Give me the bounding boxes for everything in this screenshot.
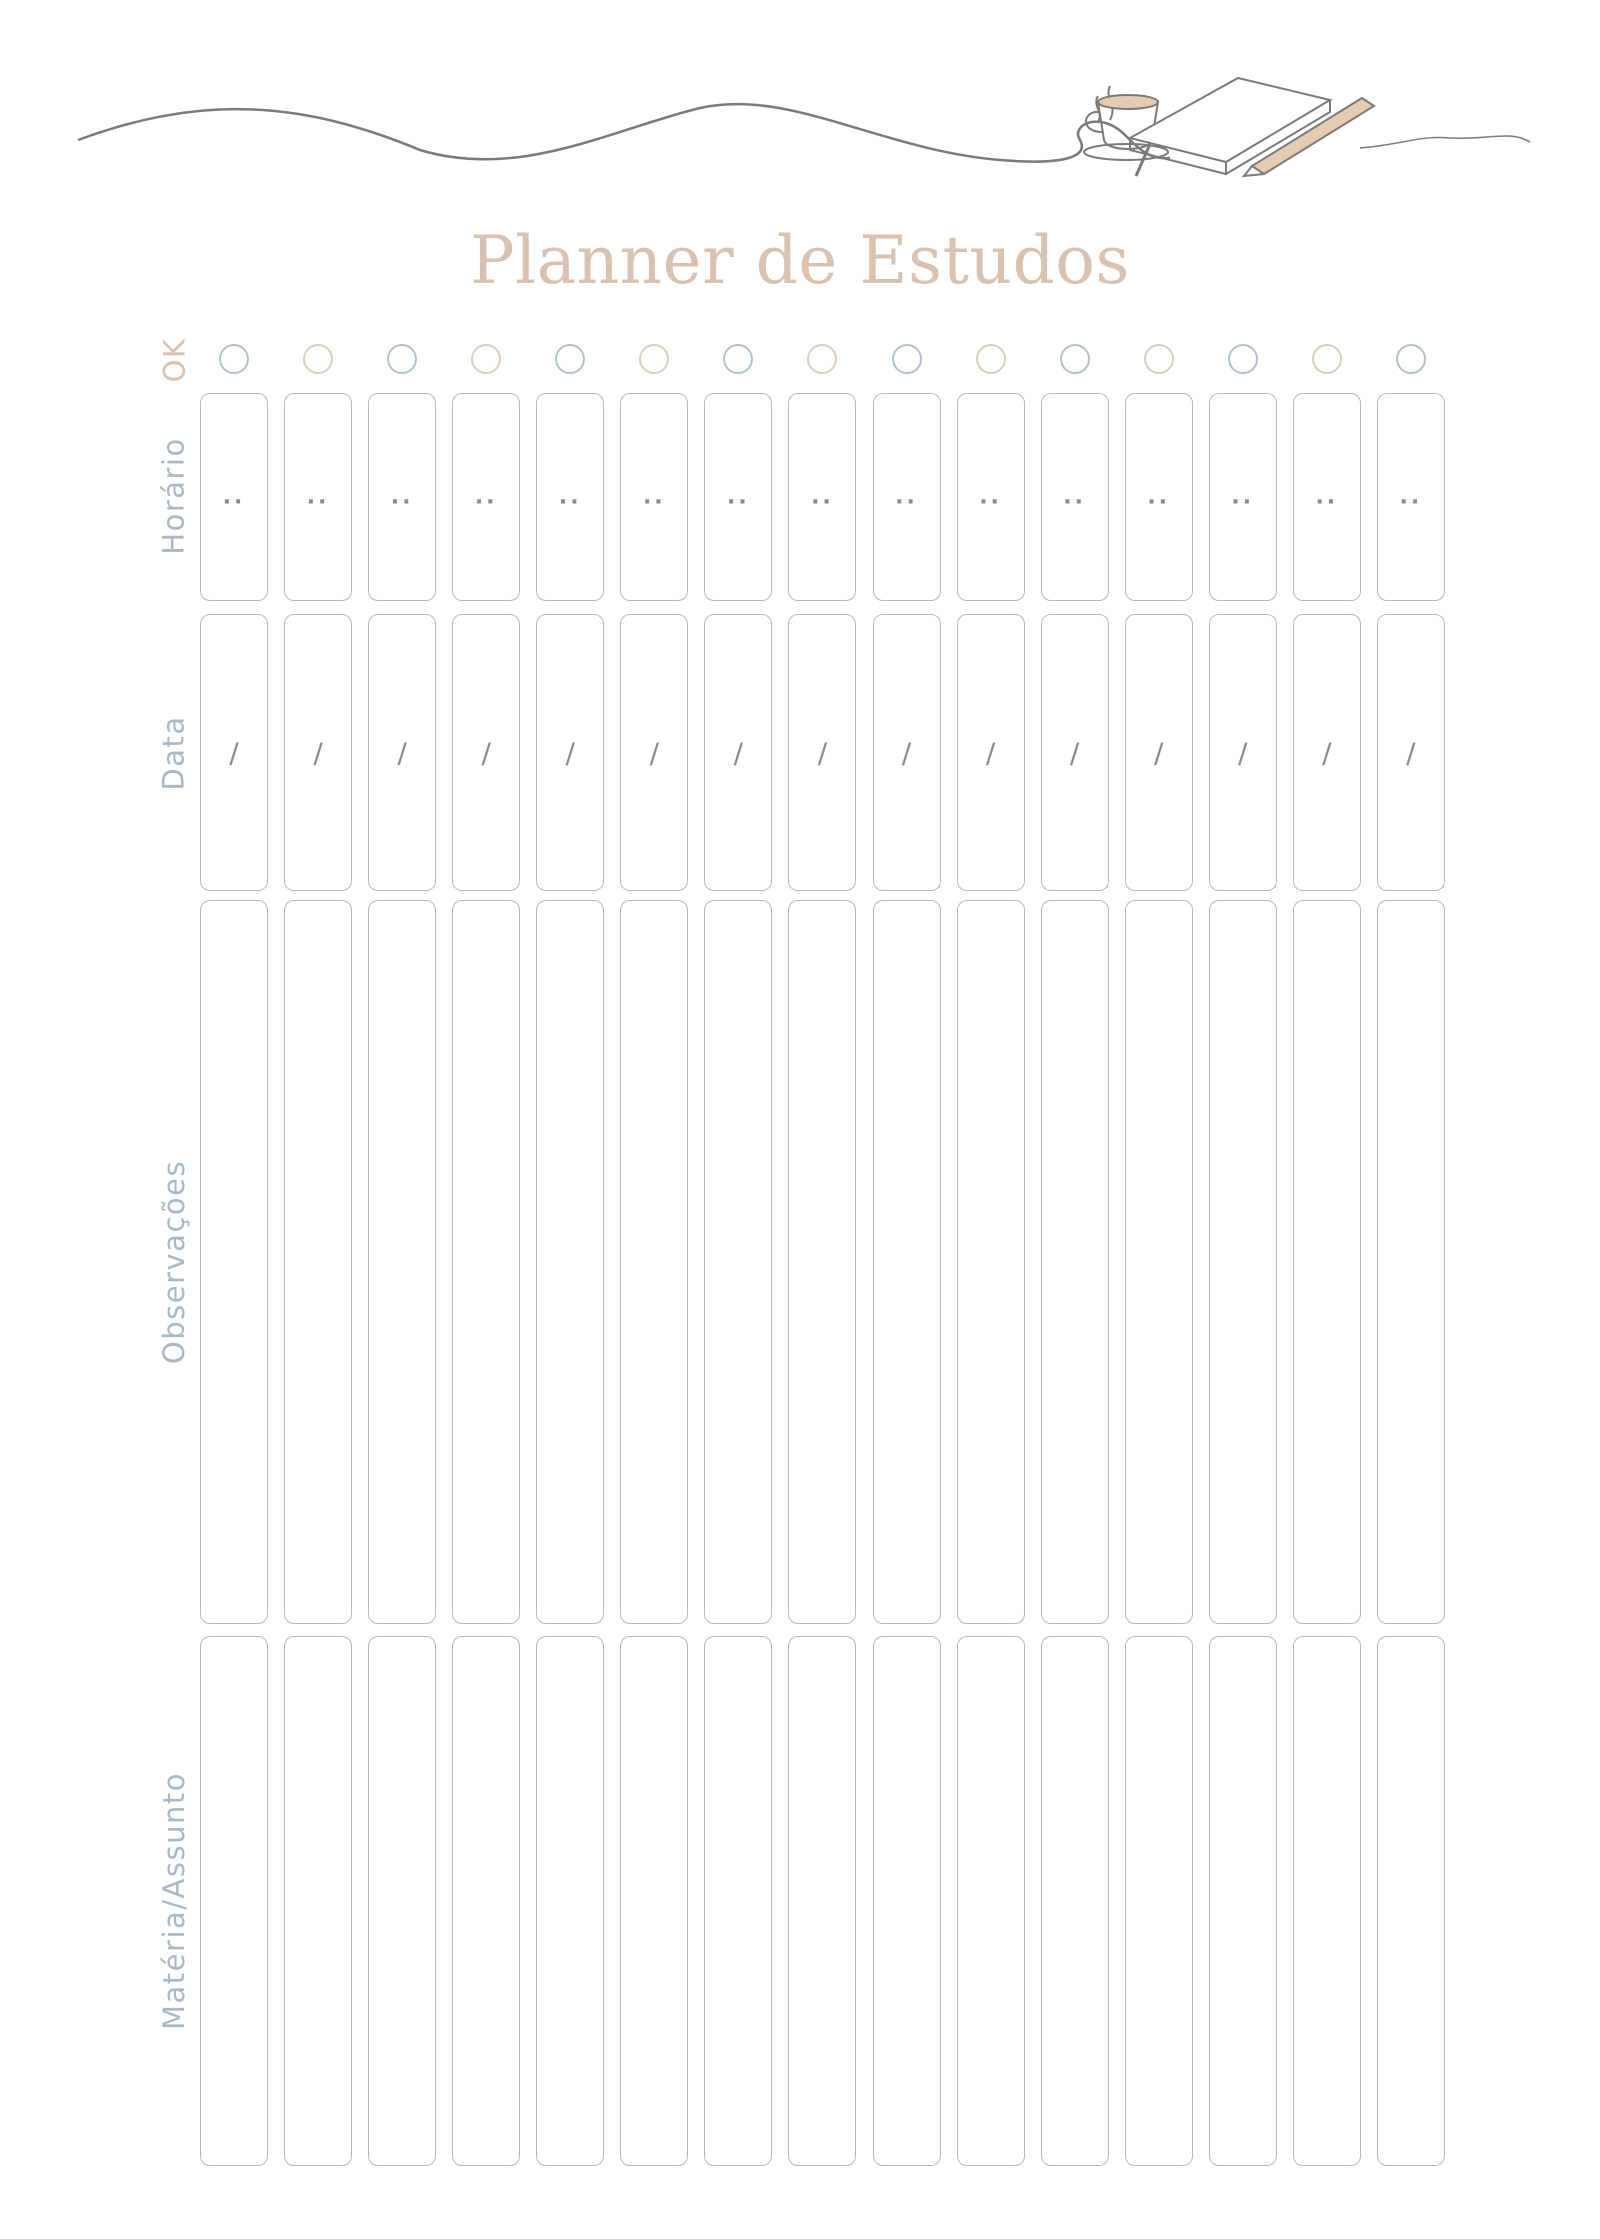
observacoes-cell[interactable]	[1377, 900, 1445, 1624]
materia-row	[200, 1636, 1445, 2166]
materia-cell[interactable]	[957, 1636, 1025, 2166]
observacoes-cell[interactable]	[1293, 900, 1361, 1624]
materia-cell[interactable]	[200, 1636, 268, 2166]
date-separator: /	[733, 736, 744, 769]
observacoes-cell[interactable]	[704, 900, 772, 1624]
ok-checkbox[interactable]	[1228, 344, 1258, 374]
horario-cell[interactable]	[873, 393, 941, 601]
date-separator: /	[481, 736, 491, 769]
data-cell[interactable]	[704, 614, 772, 891]
data-cell[interactable]	[1041, 614, 1109, 891]
time-separator: ..	[306, 484, 330, 510]
data-cell[interactable]	[200, 614, 268, 891]
date-separator: /	[229, 736, 239, 769]
time-separator: ..	[1399, 484, 1423, 510]
ok-checkbox[interactable]	[1060, 344, 1090, 374]
data-cell[interactable]	[788, 614, 856, 891]
time-separator: ..	[1315, 484, 1339, 510]
horario-cell[interactable]	[452, 393, 520, 601]
date-separator: /	[565, 736, 575, 769]
date-separator: /	[817, 736, 828, 769]
wavy-line-right	[1360, 136, 1530, 148]
ok-checkbox[interactable]	[976, 344, 1006, 374]
observacoes-row-label	[144, 900, 204, 1624]
time-separator: ..	[474, 484, 498, 510]
horario-cell[interactable]	[1209, 393, 1277, 601]
horario-cell[interactable]	[704, 393, 772, 601]
data-cell[interactable]	[873, 614, 941, 891]
materia-cell[interactable]	[788, 1636, 856, 2166]
horario-cell[interactable]	[957, 393, 1025, 601]
date-separator: /	[397, 736, 407, 769]
materia-cell[interactable]	[873, 1636, 941, 2166]
ok-checkbox[interactable]	[303, 344, 333, 374]
observacoes-cell[interactable]	[284, 900, 352, 1624]
data-cell[interactable]	[1125, 614, 1193, 891]
materia-cell[interactable]	[1125, 1636, 1193, 2166]
observacoes-cell[interactable]	[452, 900, 520, 1624]
horario-row	[200, 393, 1445, 601]
observacoes-cell[interactable]	[200, 900, 268, 1624]
time-separator: ..	[811, 484, 834, 510]
data-cell[interactable]	[452, 614, 520, 891]
ok-checkbox[interactable]	[639, 344, 669, 374]
ok-label-text: OK	[157, 337, 191, 383]
time-separator: ..	[1147, 484, 1171, 510]
horario-cell[interactable]	[200, 393, 268, 601]
ok-checkbox[interactable]	[471, 344, 501, 374]
horario-cell[interactable]	[536, 393, 604, 601]
ok-checkbox[interactable]	[807, 344, 837, 374]
observacoes-cell[interactable]	[1209, 900, 1277, 1624]
ok-checkbox[interactable]	[219, 344, 249, 374]
materia-label-text: Matéria/Assunto	[157, 1772, 191, 2030]
date-separator: /	[1238, 736, 1248, 769]
date-separator: /	[985, 736, 996, 769]
materia-cell[interactable]	[536, 1636, 604, 2166]
observacoes-cell[interactable]	[536, 900, 604, 1624]
horario-cell[interactable]	[1125, 393, 1193, 601]
time-separator: ..	[979, 484, 1002, 510]
data-row	[200, 614, 1445, 891]
data-cell[interactable]	[957, 614, 1025, 891]
ok-checkbox[interactable]	[555, 344, 585, 374]
observacoes-cell[interactable]	[873, 900, 941, 1624]
materia-row-label	[144, 1636, 204, 2166]
date-separator: /	[313, 736, 323, 769]
ok-checkbox[interactable]	[387, 344, 417, 374]
date-separator: /	[1069, 736, 1080, 769]
date-separator: /	[1406, 736, 1416, 769]
horario-row-label	[144, 392, 204, 600]
observacoes-cell[interactable]	[620, 900, 688, 1624]
observacoes-cell[interactable]	[1041, 900, 1109, 1624]
time-separator: ..	[222, 484, 246, 510]
time-separator: ..	[1063, 484, 1086, 510]
wavy-line	[78, 104, 1170, 162]
horario-label-text: Horário	[157, 437, 191, 555]
materia-cell[interactable]	[620, 1636, 688, 2166]
date-separator: /	[1322, 736, 1332, 769]
horario-cell[interactable]	[1293, 393, 1361, 601]
data-cell[interactable]	[536, 614, 604, 891]
ok-checkbox[interactable]	[723, 344, 753, 374]
time-separator: ..	[390, 484, 414, 510]
ok-row-label	[144, 336, 204, 384]
materia-cell[interactable]	[1293, 1636, 1361, 2166]
page-title: Planner de Estudos	[470, 222, 1130, 299]
header-decoration	[0, 40, 1600, 200]
observacoes-cell[interactable]	[788, 900, 856, 1624]
time-separator: ..	[558, 484, 582, 510]
materia-cell[interactable]	[284, 1636, 352, 2166]
date-separator: /	[901, 736, 912, 769]
time-separator: ..	[1231, 484, 1255, 510]
time-separator: ..	[727, 484, 750, 510]
horario-cell[interactable]	[284, 393, 352, 601]
horario-cell[interactable]	[620, 393, 688, 601]
time-separator: ..	[895, 484, 918, 510]
notebook-icon	[1130, 78, 1330, 176]
data-cell[interactable]	[284, 614, 352, 891]
data-cell[interactable]	[368, 614, 436, 891]
horario-cell[interactable]	[788, 393, 856, 601]
observacoes-cell[interactable]	[1125, 900, 1193, 1624]
data-cell[interactable]	[1377, 614, 1445, 891]
observacoes-label-text: Observações	[157, 1159, 191, 1365]
observacoes-row	[200, 900, 1445, 1624]
horario-cell[interactable]	[1041, 393, 1109, 601]
date-separator: /	[1153, 736, 1164, 769]
ok-checkbox[interactable]	[1144, 344, 1174, 374]
ok-checkbox[interactable]	[1396, 344, 1426, 374]
observacoes-cell[interactable]	[957, 900, 1025, 1624]
horario-cell[interactable]	[368, 393, 436, 601]
ok-checkbox[interactable]	[1312, 344, 1342, 374]
data-cell[interactable]	[620, 614, 688, 891]
horario-cell[interactable]	[1377, 393, 1445, 601]
materia-cell[interactable]	[1377, 1636, 1445, 2166]
materia-cell[interactable]	[1209, 1636, 1277, 2166]
data-cell[interactable]	[1293, 614, 1361, 891]
observacoes-cell[interactable]	[368, 900, 436, 1624]
time-separator: ..	[642, 484, 666, 510]
data-row-label	[144, 614, 204, 891]
ok-checkbox-row	[200, 340, 1445, 380]
data-label-text: Data	[157, 714, 191, 791]
date-separator: /	[649, 736, 660, 769]
ok-checkbox[interactable]	[892, 344, 922, 374]
data-cell[interactable]	[1209, 614, 1277, 891]
materia-cell[interactable]	[704, 1636, 772, 2166]
materia-cell[interactable]	[368, 1636, 436, 2166]
materia-cell[interactable]	[452, 1636, 520, 2166]
materia-cell[interactable]	[1041, 1636, 1109, 2166]
